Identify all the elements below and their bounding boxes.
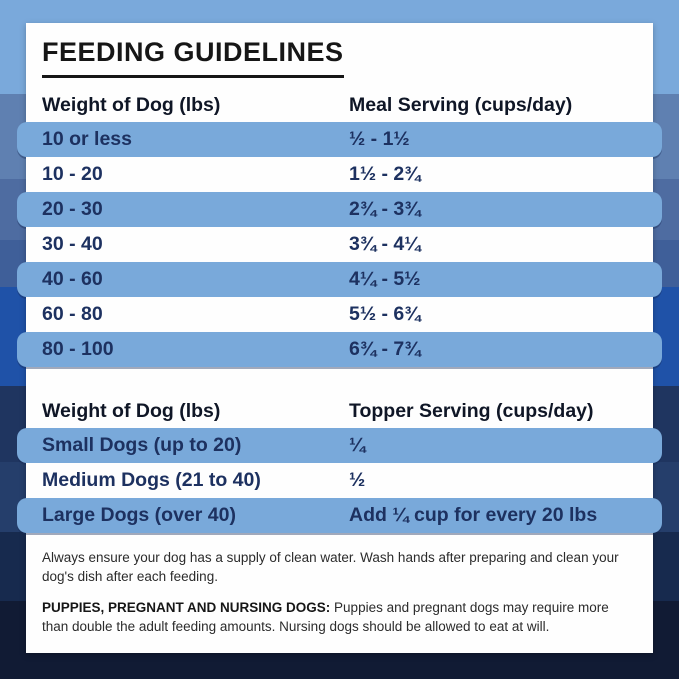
meal-serving-table xyxy=(26,89,653,367)
serving-cell: 6¾ - 7¾ xyxy=(349,337,421,360)
serving-cell: 2¾ - 3¾ xyxy=(349,197,421,220)
serving-cell: 4¼ - 5½ xyxy=(349,267,421,290)
weight-cell: 10 - 20 xyxy=(42,162,103,185)
puppies-note-label: PUPPIES, PREGNANT AND NURSING DOGS: xyxy=(42,599,331,615)
weight-cell: 60 - 80 xyxy=(42,302,103,325)
table-row xyxy=(26,227,653,262)
topper-table-header xyxy=(26,395,653,428)
table-row xyxy=(17,262,662,297)
meal-table-header xyxy=(26,89,653,122)
serving-cell: 1½ - 2¾ xyxy=(349,162,421,185)
weight-cell: Large Dogs (over 40) xyxy=(42,503,236,526)
table-row xyxy=(26,297,653,332)
weight-cell: 40 - 60 xyxy=(42,267,103,290)
weight-cell: 20 - 30 xyxy=(42,197,103,220)
table-row xyxy=(17,122,662,157)
serving-cell: 5½ - 6¾ xyxy=(349,302,421,325)
table-row xyxy=(26,157,653,192)
serving-cell: ¼ xyxy=(349,433,366,456)
puppies-note xyxy=(42,598,629,637)
column-header-meal-serving: Meal Serving (cups/day) xyxy=(349,93,573,116)
weight-cell: Small Dogs (up to 20) xyxy=(42,433,242,456)
column-header-weight: Weight of Dog (lbs) xyxy=(42,93,221,116)
water-note: Always ensure your dog has a supply of clean water. Wash hands after preparing and clean your dog's dish after each feeding. xyxy=(42,549,619,585)
weight-cell: 80 - 100 xyxy=(42,337,114,360)
table-row xyxy=(26,463,653,498)
footnotes xyxy=(42,548,629,637)
table-row xyxy=(17,192,662,227)
topper-serving-table xyxy=(26,395,653,533)
weight-cell: Medium Dogs (21 to 40) xyxy=(42,468,261,491)
puppies-note-text: Puppies and pregnant dogs may require more than double the adult feeding amounts. Nursing dogs should be allowed to eat at will. xyxy=(42,599,609,635)
table-spacer xyxy=(26,367,653,384)
feeding-guidelines-panel xyxy=(26,23,653,653)
column-header-weight: Weight of Dog (lbs) xyxy=(42,399,221,422)
table-row xyxy=(17,332,662,367)
table-row xyxy=(17,498,662,533)
serving-cell: Add ¼ cup for every 20 lbs xyxy=(349,503,598,526)
weight-cell: 30 - 40 xyxy=(42,232,103,255)
serving-cell: ½ - 1½ xyxy=(349,127,410,150)
column-header-topper-serving: Topper Serving (cups/day) xyxy=(349,399,594,422)
table-row xyxy=(17,428,662,463)
weight-cell: 10 or less xyxy=(42,127,132,150)
serving-cell: 3¾ - 4¼ xyxy=(349,232,421,255)
serving-cell: ½ xyxy=(349,468,366,491)
page-title: FEEDING GUIDELINES xyxy=(42,38,344,78)
